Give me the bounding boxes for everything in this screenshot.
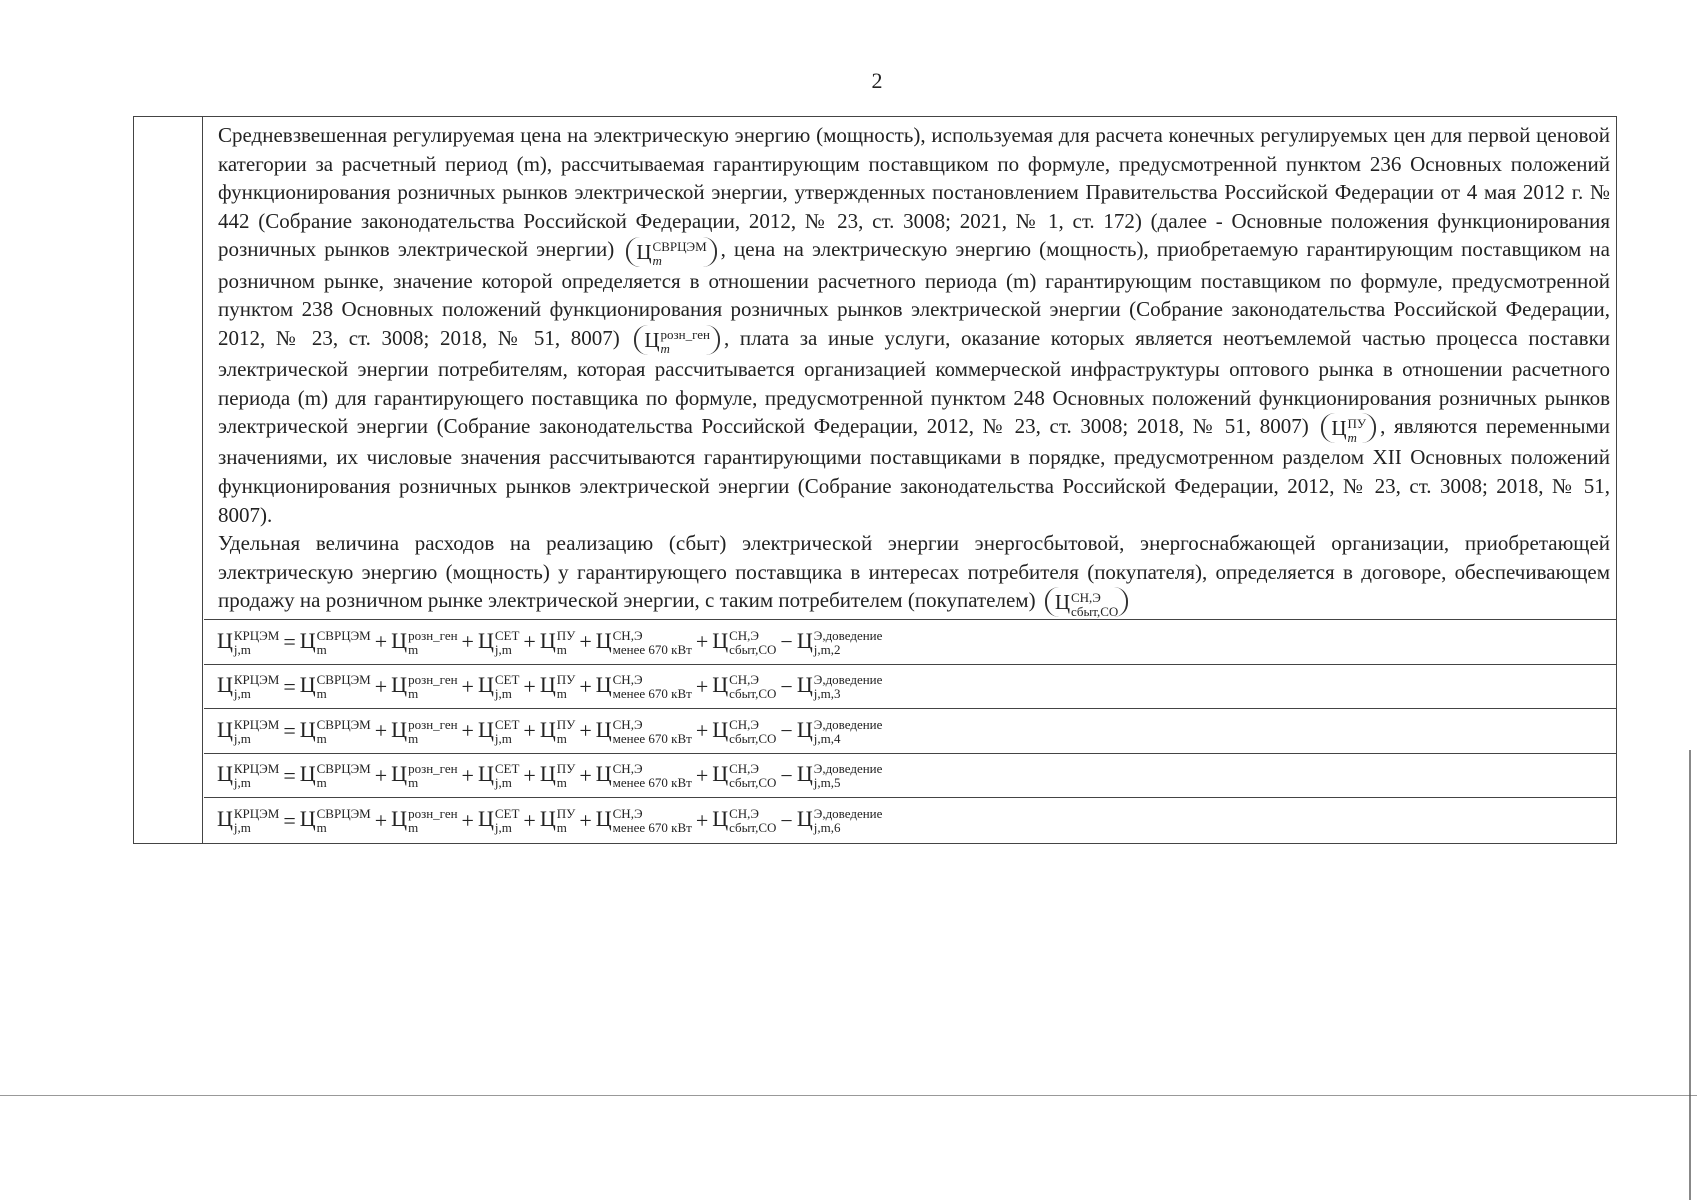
operator: + [461,807,474,833]
paragraph-text-part2: , цена на электрическую энергию (мощность), приобретаемую гарантирующим поставщиком на розничном рынке, значение которой определяется в отношении расчетного периода (m) гарантирующим поставщиком по формуле, предусмотренной пунктом 238 Основных положений функционирования розничных рынков электрической энергии (Собрание законодательства Российской Федерации, 2012, № 23, ст. 3008; 2018, № 51, 8007) [218,237,1610,350]
operator: − [780,673,793,699]
operator: + [579,807,592,833]
operator: + [461,718,474,744]
formula-row [204,798,1616,843]
symbol-sbyt-so: Ц СН,Э сбыт,СО [1045,587,1128,617]
table-right-column [204,117,1616,843]
formula-list [204,620,1616,843]
paragraph2-text: Удельная величина расходов на реализацию (сбыт) электрической энергии энергосбытовой, энергоснабжающей организации, приобретающей электрическую энергию (мощность) у гарантирующего поставщика в интересах потребителя (покупателя), определяется в договоре, обеспечивающем продажу на розничном рынке электрической энергии, с таким потребителем (покупателем) [218,531,1610,613]
formula-term-t4: Ц СЕТ j,m [477,806,520,836]
formula-term-t5: Ц ПУ m [539,716,576,746]
operator: + [579,762,592,788]
definitions-cell [204,117,1616,620]
formula-term-t7: Ц СН,Э сбыт,СО [712,627,777,657]
operator: + [461,629,474,655]
operator: + [374,762,388,788]
symbol-rozn-gen: Ц розн_ген m [634,325,720,355]
operator: + [523,673,536,699]
operator: − [780,629,793,655]
operator: + [461,762,474,788]
operator: = [283,762,296,788]
formula-term-t1: Ц КРЦЭМ j,m [217,627,280,657]
symbol-svrcem: Ц СВРЦЭМ m [626,237,716,267]
formula-term-t4: Ц СЕТ j,m [477,672,520,702]
paragraph-text-part3: , плата за иные услуги, оказание которых является неотъемлемой частью процесса поставки электрической энергии потребителям, которая рассчитывается организацией коммерческой инфраструктуры оптового рынка в отношении расчетного периода (m) для гарантирующего поставщика по формуле, предусмотренной пунктом 248 Основных положений функционирования розничных рынков электрической энергии (Собрание законодательства Российской Федерации, 2012, № 23, ст. 3008; 2018, № 51, 8007) [218,325,1611,439]
operator: + [695,673,709,699]
operator: + [695,718,709,744]
operator: + [523,629,536,655]
formula-term-t8: Ц Э,доведение j,m,5 [796,761,883,791]
formula-term-t2: Ц СВРЦЭМ m [299,672,371,702]
operator: + [374,807,388,833]
operator: + [523,762,536,788]
formula-term-t1: Ц КРЦЭМ j,m [217,672,280,702]
paragraph-variable-prices [218,121,1610,529]
formula-row [204,620,1616,665]
formula-term-t3: Ц розн_ген m [391,761,458,791]
document-table [133,116,1617,844]
formula-term-t1: Ц КРЦЭМ j,m [217,761,280,791]
formula-term-t3: Ц розн_ген m [391,672,458,702]
scan-edge-line [1689,750,1691,1200]
operator: + [374,718,388,744]
page-number: 2 [871,68,883,93]
formula-term-t7: Ц СН,Э сбыт,СО [712,672,777,702]
formula-term-t3: Ц розн_ген m [391,806,458,836]
formula-term-t2: Ц СВРЦЭМ m [299,761,371,791]
formula-term-t5: Ц ПУ m [539,761,576,791]
operator: + [579,718,592,744]
operator: + [374,673,388,699]
paragraph-sales-costs [218,529,1610,617]
page-bottom-rule [0,1095,1697,1096]
formula-term-t7: Ц СН,Э сбыт,СО [712,716,777,746]
operator: + [579,673,592,699]
operator: = [283,629,296,655]
formula-term-t6: Ц СН,Э менее 670 кВт [595,806,692,836]
formula-term-t1: Ц КРЦЭМ j,m [217,716,280,746]
formula-term-t6: Ц СН,Э менее 670 кВт [595,627,692,657]
formula-term-t2: Ц СВРЦЭМ m [299,806,371,836]
formula-row [204,665,1616,710]
formula-term-t2: Ц СВРЦЭМ m [299,716,371,746]
formula-term-t2: Ц СВРЦЭМ m [299,627,371,657]
formula-term-t6: Ц СН,Э менее 670 кВт [595,716,692,746]
operator: + [461,673,474,699]
formula-term-t5: Ц ПУ m [539,627,576,657]
operator: + [523,718,536,744]
paragraph-text-part1: Средневзвешенная регулируемая цена на электрическую энергию (мощность), используемая для расчета конечных регулируемых цен для первой ценовой категории за расчетный период (m), рассчитываемая гарантирующим поставщиком по формуле, предусмотренной пунктом 236 Основных положений функционирования розничных рынков электрической энергии, утвержденных постановлением Правительства Российской Федерации от 4 мая 2012 г. № 442 (Собрание законодательства Российской Федерации, 2012, № 23, ст. 3008; 2021, № 1, ст. 172) (далее - Основные положения функционирования розничных рынков электрической энергии) [218,123,1610,262]
operator: + [695,807,709,833]
table-left-column [134,117,203,843]
formula-term-t6: Ц СН,Э менее 670 кВт [595,672,692,702]
operator: + [374,629,388,655]
formula-term-t3: Ц розн_ген m [391,627,458,657]
formula-term-t4: Ц СЕТ j,m [477,716,520,746]
formula-row [204,709,1616,754]
formula-term-t8: Ц Э,доведение j,m,4 [796,716,883,746]
paragraph-text-part4: , являются переменными значениями, их числовые значения рассчитываются гарантирующими поставщиками в порядке, предусмотренном разделом XII Основных положений функционирования розничных рынков электрической энергии (Собрание законодательства Российской Федерации, 2012, № 23, ст. 3008; 2018, № 51, 8007). [218,414,1610,527]
formula-term-t1: Ц КРЦЭМ j,m [217,806,280,836]
formula-term-t7: Ц СН,Э сбыт,СО [712,806,777,836]
formula-term-t8: Ц Э,доведение j,m,2 [796,627,883,657]
formula-term-t8: Ц Э,доведение j,m,3 [796,672,883,702]
formula-term-t4: Ц СЕТ j,m [477,627,520,657]
operator: + [695,762,709,788]
formula-term-t6: Ц СН,Э менее 670 кВт [595,761,692,791]
symbol-pu: Ц ПУ m [1321,413,1376,443]
formula-term-t8: Ц Э,доведение j,m,6 [796,806,883,836]
operator: + [695,629,709,655]
operator: − [780,807,793,833]
operator: = [283,673,296,699]
operator: − [780,718,793,744]
formula-term-t4: Ц СЕТ j,m [477,761,520,791]
operator: − [780,762,793,788]
formula-term-t7: Ц СН,Э сбыт,СО [712,761,777,791]
operator: = [283,807,296,833]
formula-term-t3: Ц розн_ген m [391,716,458,746]
formula-term-t5: Ц ПУ m [539,672,576,702]
operator: + [523,807,536,833]
operator: = [283,718,296,744]
operator: + [579,629,592,655]
formula-term-t5: Ц ПУ m [539,806,576,836]
formula-row [204,754,1616,799]
